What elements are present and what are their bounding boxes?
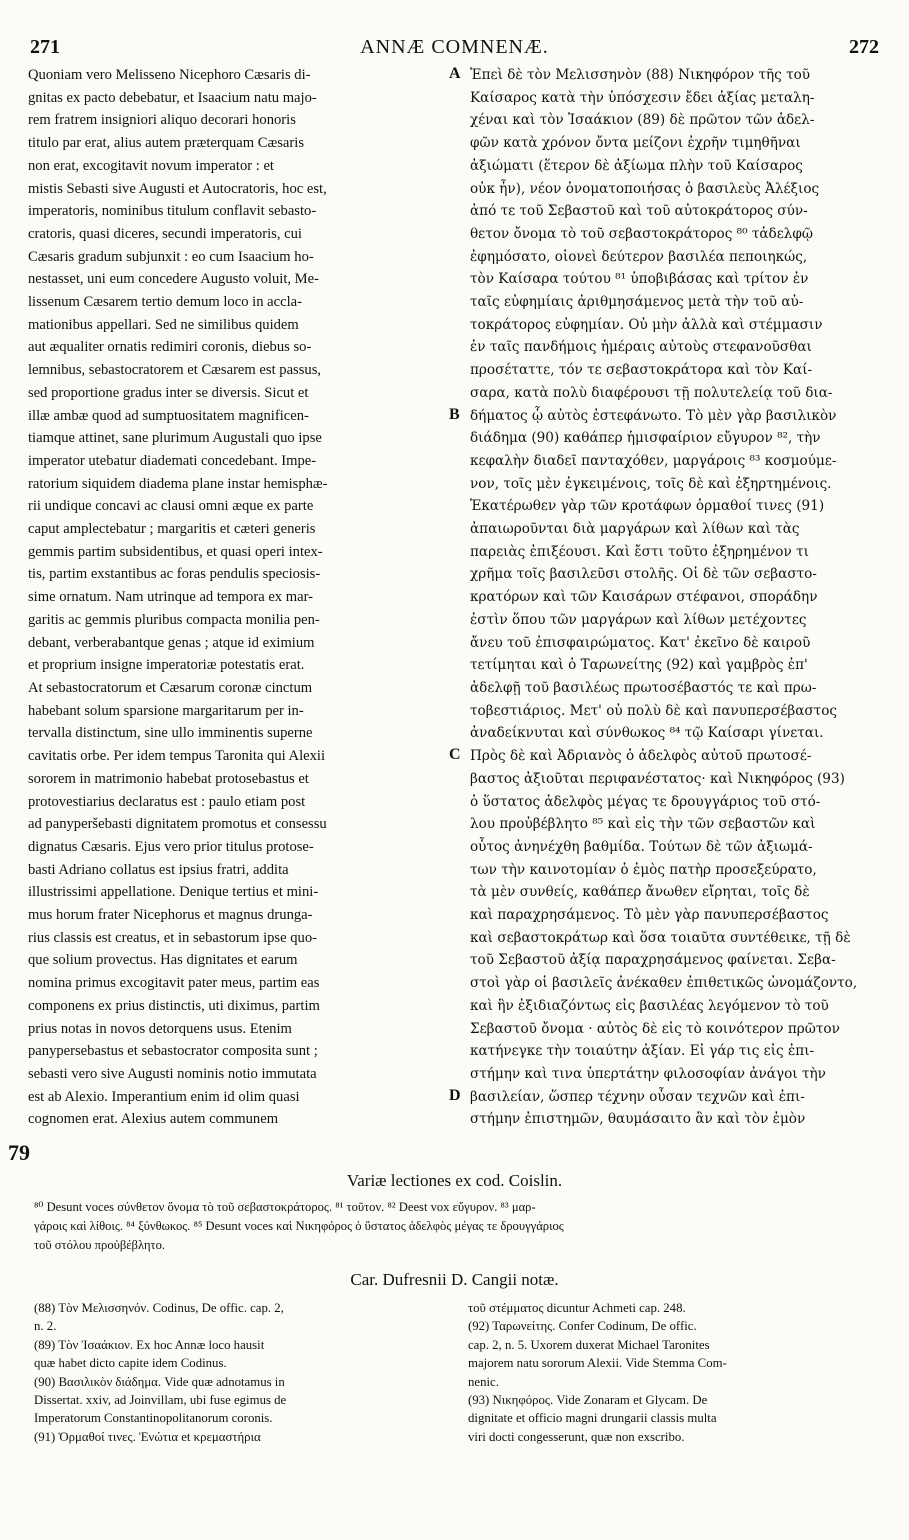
latin-text-line: protovestiarius declaratus est : paulo etiam post	[28, 793, 306, 810]
variae-line: ⁸⁰ Desunt voces σύνθετον ὄνομα τὸ τοῦ σεβαστοκράτορος. ⁸¹ τοῦτον. ⁸² Deest vox εὔγυρον. ⁸³ μαρ-	[34, 1200, 536, 1214]
latin-text-line: componens ex prius distinctis, uti diximus, partim	[28, 997, 320, 1014]
greek-text-line: δήματος ᾧ αὐτὸς ἐστεφάνωτο. Τὸ μὲν γὰρ βασιλικὸν	[470, 407, 837, 424]
greek-text-line: καὶ ἣν ἐξιδιαζόντως εἰς βασιλέας λεγόμενον τὸ τοῦ	[470, 997, 829, 1014]
greek-text-line: λου προὐβέβλητο ⁸⁵ καὶ εἰς τὴν τῶν σεβαστῶν καὶ	[470, 816, 816, 833]
page-number-right: 272	[849, 36, 879, 58]
greek-text-line: οὐκ ἦν), νέον ὀνοματοποιήσας ὁ βασιλεὺς Ἀλέξιος	[470, 180, 820, 197]
greek-text-line: Καίσαρος κατὰ τὴν ὑπόσχεσιν ἔδει ἀξίας μεταλη-	[470, 89, 815, 106]
latin-text-line: est ab Alexio. Imperantium enim id olim quasi	[28, 1088, 300, 1105]
page-number-left: 271	[30, 36, 60, 58]
greek-text-line: ἐφημόσατο, οἱονεὶ δεύτερον βασιλέα πεποιηκώς,	[470, 248, 808, 265]
note-line: (90) Βασιλικὸν διάδημα. Vide quæ adnotamus in	[34, 1374, 285, 1389]
greek-text-line: καὶ παραχρησάμενος. Τὸ μὲν γὰρ πανυπερσέβαστος	[470, 907, 829, 924]
greek-text-line: στήμην καὶ τινα ὑπερτάτην φιλοσοφίαν ἀνάγοι τὴν	[470, 1065, 826, 1082]
note-line: (91) Ὁρμαθοί τινες. Ἐνώτια et κρεμαστήρια	[34, 1429, 261, 1444]
running-title: ANNÆ COMNENÆ.	[360, 36, 549, 58]
latin-text-line: ratorium siquidem diadema plane instar hemisphæ-	[28, 475, 328, 492]
greek-text-line: βασιλείαν, ὥσπερ τέχνην οὖσαν τεχνῶν καὶ ἐπι-	[470, 1088, 805, 1105]
greek-text-line: βαστος ἀξιοῦται περιφανέστατος· καὶ Νικηφόρος (93)	[470, 770, 845, 787]
latin-text-line: Quoniam vero Melisseno Nicephoro Cæsaris di-	[28, 67, 311, 83]
note-line: viri docti congesserunt, quæ non exscribo.	[468, 1429, 685, 1444]
latin-text-line: prius notas in novos detorquens usus. Etenim	[28, 1020, 292, 1037]
latin-text-line: cavitatis orbe. Per idem tempus Taronita qui Alexii	[28, 748, 326, 765]
margin-marker-d: D	[449, 1087, 461, 1104]
greek-text-line: στήμην ἐπιστημῶν, θαυμάσαιτο ἂν καὶ τὸν ἐμὸν	[470, 1111, 806, 1128]
note-line: nenic.	[468, 1374, 499, 1389]
latin-column	[28, 64, 444, 1131]
latin-text-line: rii undique concavi ac clausi omni æque ex parte	[28, 498, 314, 515]
greek-text-line: ἐστὶν ὅπου τῶν μαργάρων καὶ λίθων μετέχοντες	[470, 611, 807, 628]
greek-text-line: παρειὰς ἐπιξέουσι. Καὶ ἔστι τοῦτο ἐξηρημένον τι	[470, 543, 809, 560]
latin-text-line: sebasti vero sive Augusti nominis notio immutata	[28, 1065, 317, 1082]
greek-text-line: οὗτος ἀνηνέχθη βαθμίδα. Τούτων δὲ τῶν ἀξιωμά-	[470, 838, 813, 855]
latin-text-line: imperator utebatur diademati concedebant. Impe-	[28, 452, 317, 469]
latin-text-line: panypersebastus et sebastocrator composita sunt ;	[28, 1043, 318, 1060]
margin-marker-c: C	[449, 746, 461, 763]
greek-text-line: νον, τοῖς μὲν ἐγκειμένοις, τοῖς δὲ καὶ ἐξηρτημένοις.	[470, 475, 832, 492]
greek-text-line: ἀδελφῇ τοῦ βασιλέως πρωτοσέβαστός τε καὶ πρω-	[470, 679, 817, 696]
latin-text-line: Cæsaris gradum subjunxit : eo cum Isaacium ho-	[28, 248, 314, 265]
greek-text-line: στοὶ γὰρ οἱ βασιλεῖς ἀνέκαθεν ἐπιθετικῶς ὠνομάζοντο,	[470, 975, 858, 992]
greek-text-line: των τὴν καινοτομίαν ὁ ἐμὸς πατὴρ προσεξεύρατο,	[470, 861, 817, 878]
variae-line: τοῦ στόλου προὐβέβλητο.	[34, 1238, 166, 1252]
latin-text-line: sed proportione gradus inter se diversis. Sicut et	[28, 384, 309, 401]
note-line: Imperatorum Constantinopolitanorum coronis.	[34, 1411, 273, 1426]
greek-text-line: ταῖς εὐφημίαις ἀριθμησάμενος μετὰ τὴν τοῦ αὐ-	[470, 294, 804, 311]
latin-text-line: cratoris, quasi diceres, secundi imperatoris, cui	[28, 225, 302, 242]
latin-text-line: tervalla distinctum, sine ullo imminentis superne	[28, 725, 313, 742]
greek-text-line: Ἐπεὶ δὲ τὸν Μελισσηνὸν (88) Νικηφόρον τῆς τοῦ	[470, 67, 811, 83]
latin-text-line: At sebastocratorum et Cæsarum coronæ cinctum	[28, 679, 313, 696]
variae-lectiones	[34, 1198, 880, 1255]
page-header	[0, 22, 909, 62]
latin-text-line: que solium provectus. Has dignitates et earum	[28, 952, 298, 969]
note-line: majorem natu sororum Alexii. Vide Stemma Com-	[468, 1356, 727, 1371]
greek-text-line: χέναι καὶ τὸν Ἰσαάκιον (89) δὲ πρῶτον τῶν ἀδελ-	[470, 112, 815, 129]
note-line: Dissertat. xxiv, ad Joinvillam, ubi fuse egimus de	[34, 1393, 287, 1408]
folio-mark: 79	[8, 1140, 30, 1165]
notes-left-column	[34, 1299, 442, 1446]
note-line: dignitate et officio magni drungarii classis multa	[468, 1411, 717, 1426]
latin-text-line: nomina primus excogitavit pater meus, partim eas	[28, 975, 320, 992]
latin-text-line: et proprium insigne imperatoriæ potestatis erat.	[28, 657, 305, 674]
note-line: quæ habet dicto capite idem Codinus.	[34, 1356, 227, 1371]
greek-text-line: τὸν Καίσαρα τούτου ⁸¹ ὑποβιβάσας καὶ τρίτον ἐν	[470, 271, 809, 288]
greek-text-line: τὰ μὲν συνθείς, καθάπερ ἄνωθεν εἴρηται, τοῖς δὲ	[470, 884, 810, 901]
greek-text-line: τοκράτορος εὐφημίαν. Οὐ μὴν ἀλλὰ καὶ στέμμασιν	[470, 316, 823, 333]
greek-text-line: τοβεστιάριος. Μετ' οὐ πολὺ δὲ καὶ πανυπερσέβαστος	[470, 702, 837, 719]
latin-text-line: lissenum Cæsarem tertio demum loco in accla-	[28, 294, 302, 311]
greek-text-line: ἀπαιωροῦνται διὰ μαργάρων καὶ λίθων καὶ τὰς	[470, 521, 800, 538]
greek-column	[470, 64, 882, 1131]
margin-marker-a: A	[449, 65, 461, 82]
notes-right-column	[468, 1299, 880, 1446]
greek-text-line: σαρα, κατὰ πολὺ διαφέρουσι τῇ πολυτελείᾳ τοῦ δια-	[470, 384, 833, 401]
latin-text-line: titulo par erat, alius autem præterquam Cæsaris	[28, 135, 304, 152]
latin-text-line: habebant solum sparsione margaritarum per in-	[28, 702, 304, 719]
note-line: (88) Τὸν Μελισσηνόν. Codinus, De offic. cap. 2,	[34, 1301, 284, 1315]
latin-text-line: tiamque attinet, sane plurimum Augustali quo ipse	[28, 430, 322, 447]
latin-text-line: illæ ambæ quod ad sumptuositatem magnificen-	[28, 407, 309, 424]
latin-text-line: mus horum frater Nicephorus et magnus drunga-	[28, 907, 313, 924]
latin-text-line: tis, partim exstantibus ac foras pendulis speciosis-	[28, 566, 321, 583]
greek-text-line: Πρὸς δὲ καὶ Ἀδριανὸς ὁ ἀδελφὸς αὐτοῦ πρωτοσέ-	[470, 748, 812, 765]
latin-text-line: imperatoris, nominibus titulum conflavit sebasto-	[28, 203, 317, 220]
latin-text-line: gnitas ex pacto debebatur, et Isaacium natu majo-	[28, 89, 317, 106]
latin-text-line: sime ornatum. Nam utrinque ad tempora ex mar-	[28, 589, 314, 606]
greek-text-line: τοῦ Σεβαστοῦ ἀξίᾳ παραχρησάμενος φαίνεται. Σεβα-	[470, 952, 836, 969]
latin-text-line: illustrissimi appellatione. Denique tertius et mini-	[28, 884, 319, 901]
note-line: (92) Ταρωνείτης. Confer Codinum, De offic.	[468, 1319, 697, 1334]
greek-text-line: κρατόρων καὶ τῶν Καισάρων στέφανοι, σποράδην	[470, 589, 818, 606]
greek-text-line: κεφαλὴν διαδεῖ πανταχόθεν, μαργάροις ⁸³ κοσμούμε-	[470, 452, 837, 469]
note-line: cap. 2, n. 5. Uxorem duxerat Michael Taronites	[468, 1337, 710, 1352]
greek-text-line: χρῆμα τοῖς βασιλεῦσι στολῆς. Οἱ δὲ τῶν σεβαστο-	[470, 566, 817, 583]
note-line: (89) Τὸν Ἰσαάκιον. Ex hoc Annæ loco hausit	[34, 1337, 265, 1352]
latin-text-line: gemmis partim subsidentibus, et quasi operi intex-	[28, 543, 323, 560]
latin-text-line: basti Adriano collatus est ipsius fratri, addita	[28, 861, 289, 878]
latin-text-line: garitis ac gemmis pluribus compacta monilia pen-	[28, 611, 320, 628]
greek-text-line: διάδημα (90) καθάπερ ἡμισφαίριον εὔγυρον ⁸², τὴν	[470, 430, 821, 447]
note-line: n. 2.	[34, 1319, 57, 1334]
greek-text-line: ἀναδείκνυται καὶ σύνθωκος ⁸⁴ τῷ Καίσαρι γίνεται.	[470, 725, 824, 742]
greek-text-line: φῶν κατὰ χρόνον ὄντα μείζονι ἐχρῆν τιμηθῆναι	[470, 135, 801, 152]
latin-text-line: dignatus Cæsaris. Ejus vero prior titulus protose-	[28, 838, 314, 855]
latin-text-line: rius classis est creatus, et in sebastorum ipse quo-	[28, 929, 317, 946]
latin-text-line: aut æqualiter ornatis redimiri coronis, diebus so-	[28, 339, 312, 356]
greek-text-line: προσέταττε, τόν τε σεβαστοκράτορα καὶ τὸν Καί-	[470, 362, 813, 379]
greek-text-line: ἀπό τε τοῦ Σεβαστοῦ καὶ τοῦ αὐτοκράτορος σύν-	[470, 203, 808, 220]
greek-text-line: κατήνεγκε τὴν τοιαύτην ἀξίαν. Εἰ γάρ τις εἰς ἐπι-	[470, 1043, 815, 1060]
greek-text-line: Ἑκατέρωθεν γὰρ τῶν κροτάφων ὁρμαθοί τινες (91)	[470, 498, 825, 515]
notes-title: Car. Dufresnii D. Cangii notæ.	[350, 1270, 559, 1289]
variae-line: γάροις καὶ λίθοις. ⁸⁴ ξύνθωκος. ⁸⁵ Desunt voces καὶ Νικηφόρος ὁ ὕστατος ἀδελφὸς μέγας τε δρουγγάριος	[34, 1219, 564, 1233]
latin-text-line: debant, verberabantque genas ; atque id eximium	[28, 634, 315, 651]
greek-text-line: ἄνευ τοῦ ἐπισφαιρώματος. Κατ' ἐκεῖνο δὲ καιροῦ	[470, 634, 811, 651]
latin-text-line: mationibus appellari. Sed ne similibus quidem	[28, 316, 299, 333]
greek-text-line: καὶ σεβαστοκράτωρ καὶ ὅσα τοιαῦτα συντέθεικε, τῇ δὲ	[470, 929, 851, 946]
greek-text-line: τετίμηται καὶ ὁ Ταρωνείτης (92) καὶ γαμβρὸς ἐπ'	[470, 657, 808, 674]
note-line: τοῦ στέμματος dicuntur Achmeti cap. 248.	[468, 1301, 686, 1315]
latin-text-line: ad panyperšebasti dignitatem promotus et consessu	[28, 816, 327, 833]
latin-text-line: caput amplectebatur ; margaritis et cæteri generis	[28, 521, 316, 538]
latin-text-line: non erat, excogitavit novum imperator : et	[28, 157, 274, 174]
latin-text-line: sororem in matrimonio habebat protosebastus et	[28, 770, 309, 787]
greek-text-line: ἐν ταῖς πανδήμοις ἡμέραις αὐτοὺς στεφανοῦσθαι	[470, 339, 812, 356]
note-line: (93) Νικηφόρος. Vide Zonaram et Glycam. De	[468, 1393, 708, 1408]
greek-text-line: ἀξιώματι (ἕτερον δὲ ἀξίωμα πλὴν τοῦ Καίσαρος	[470, 157, 803, 174]
variae-title: Variæ lectiones ex cod. Coislin.	[346, 1171, 563, 1190]
latin-text-line: rem fratrem insigniori aliquo decorari honoris	[28, 112, 296, 129]
greek-text-line: Σεβαστοῦ ὄνομα · αὐτὸς δὲ εἰς τὸ κοινότερον πρῶτον	[470, 1020, 840, 1037]
latin-text-line: nestasset, uni eum concedere Augusto voluit, Me-	[28, 271, 319, 288]
greek-text-line: θετον ὄνομα τὸ τοῦ σεβαστοκράτορος ⁸⁰ τἀδελφῷ	[470, 225, 813, 242]
latin-text-line: lemnibus, sebastocratorem et Cæsarem est passus,	[28, 362, 322, 379]
latin-text-line: mistis Sebasti sive Augusti et Autocratoris, hoc est,	[28, 180, 327, 197]
margin-marker-b: B	[449, 406, 460, 423]
greek-text-line: ὁ ὕστατος ἀδελφὸς μέγας τε δρουγγάριος τοῦ στό-	[470, 793, 821, 810]
latin-text-line: cognomen erat. Alexius autem communem	[28, 1111, 279, 1128]
